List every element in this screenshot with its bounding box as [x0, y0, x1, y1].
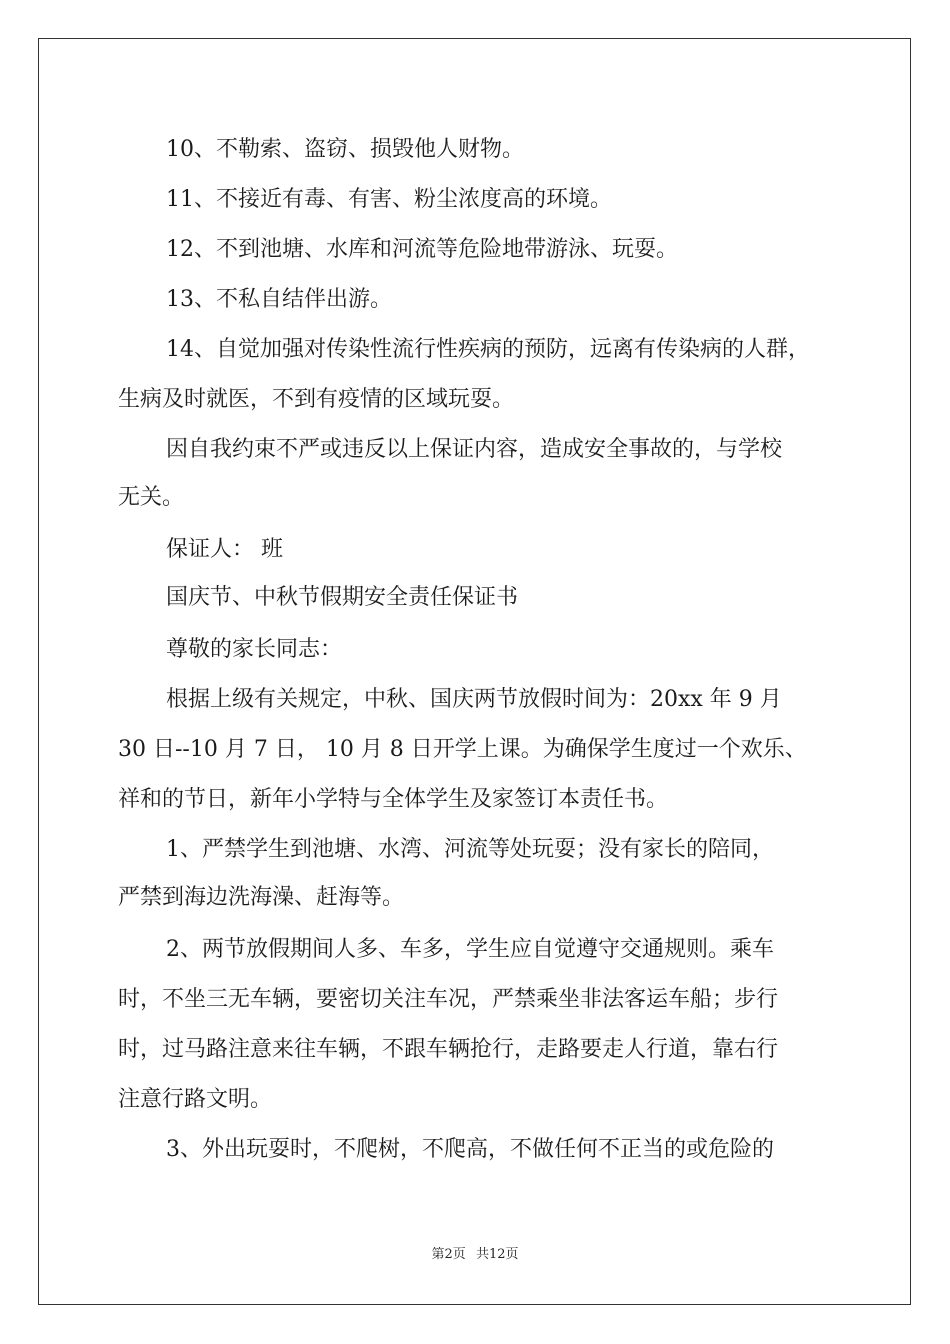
text-line-rule-1: 1、严禁学生到池塘、水湾、河流等处玩耍；没有家长的陪同， [166, 837, 774, 862]
text-line-guarantor: 保证人： 班 [166, 537, 283, 562]
text-line-schedule: 根据上级有关规定，中秋、国庆两节放假时间为：20xx 年 9 月 [166, 687, 782, 712]
text-line-item-11: 11、不接近有毒、有害、粉尘浓度高的环境。 [166, 187, 612, 212]
text-line-item-14: 14、自觉加强对传染性流行性疾病的预防，远离有传染病的人群， [166, 337, 810, 362]
text-line-rule-2-cont-2: 时，过马路注意来往车辆，不跟车辆抢行，走路要走人行道，靠右行 [118, 1037, 779, 1062]
page-number: 第2页 [431, 1247, 466, 1262]
text-line-disclaimer-cont: 无关。 [118, 485, 185, 510]
text-line-schedule-cont-1: 30 日--10 月 7 日， 10 月 8 日开学上课。为确保学生度过一个欢乐、 [118, 737, 807, 762]
text-line-item-13: 13、不私自结伴出游。 [166, 287, 392, 312]
text-line-item-14-cont: 生病及时就医，不到有疫情的区域玩耍。 [118, 387, 515, 412]
text-line-item-10: 10、不勒索、盗窃、损毁他人财物。 [166, 137, 524, 162]
text-line-rule-3: 3、外出玩耍时，不爬树，不爬高，不做任何不正当的或危险的 [166, 1137, 774, 1162]
page-total: 共12页 [475, 1247, 519, 1262]
text-line-rule-1-cont: 严禁到海边洗海澡、赶海等。 [118, 885, 405, 910]
text-line-item-12: 12、不到池塘、水库和河流等危险地带游泳、玩耍。 [166, 237, 678, 262]
text-line-salutation: 尊敬的家长同志： [166, 637, 343, 662]
text-line-document-title: 国庆节、中秋节假期安全责任保证书 [166, 585, 519, 610]
text-line-rule-2-cont-1: 时，不坐三无车辆，要密切关注车况，严禁乘坐非法客运车船；步行 [118, 987, 779, 1012]
text-line-rule-2-cont-3: 注意行路文明。 [118, 1087, 273, 1112]
page-footer [0, 1246, 950, 1264]
text-line-disclaimer: 因自我约束不严或违反以上保证内容，造成安全事故的，与学校 [166, 437, 783, 462]
text-line-rule-2: 2、两节放假期间人多、车多，学生应自觉遵守交通规则。乘车 [166, 937, 774, 962]
text-line-schedule-cont-2: 祥和的节日，新年小学特与全体学生及家签订本责任书。 [118, 787, 669, 812]
